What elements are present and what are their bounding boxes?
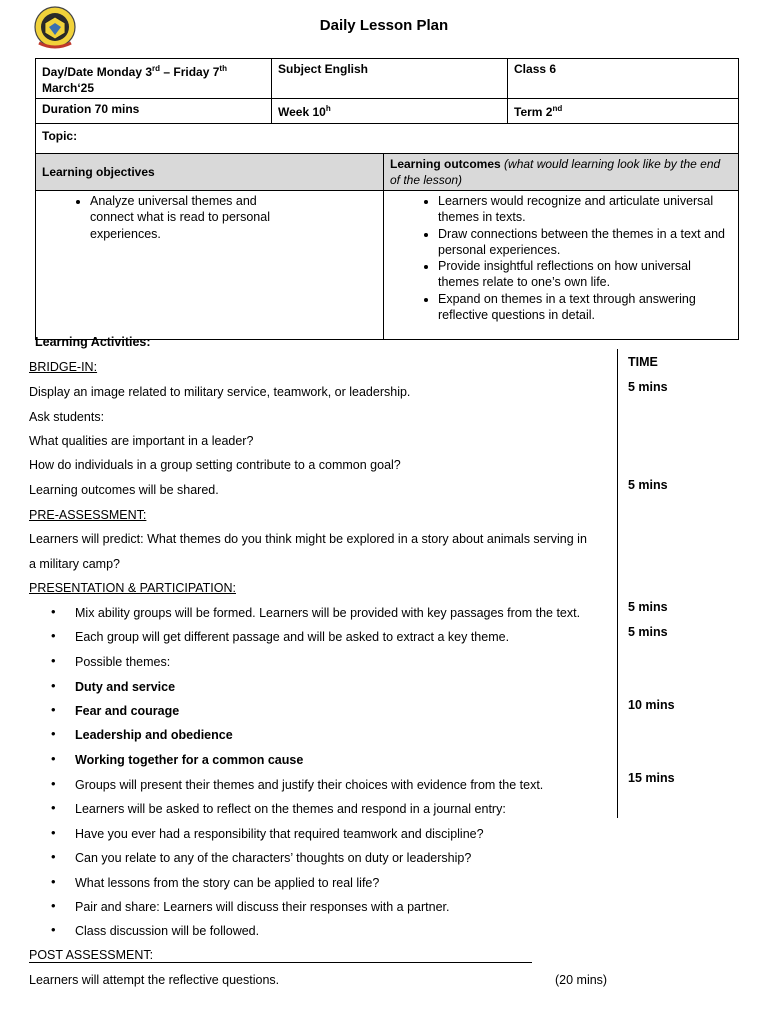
presentation-bullet: What lessons from the story can be applied to real life? (75, 876, 380, 890)
lesson-header-table (35, 58, 739, 340)
objective-item: • Analyze universal themes and connect what is read to personal experiences. (90, 193, 277, 242)
time-value: 10 mins (628, 698, 675, 712)
bullet-marker: • (51, 800, 56, 815)
post-assessment-rule (29, 962, 532, 963)
theme-bullet: Duty and service (75, 680, 176, 694)
topic-cell: Topic: (36, 124, 739, 154)
objectives-outcomes-body-row (36, 191, 739, 340)
activity-line: Learning outcomes will be shared. (29, 483, 219, 497)
presentation-bullet: Mix ability groups will be formed. Learners will be provided with key passages from the text. (75, 606, 581, 620)
presentation-bullet: Learners will be asked to reflect on the themes and respond in a journal entry: (75, 802, 506, 816)
presentation-bullet: Can you relate to any of the characters’ thoughts on duty or leadership? (75, 851, 472, 865)
duration-cell: Duration 70 mins (36, 99, 272, 124)
theme-bullet: Working together for a common cause (75, 753, 304, 767)
outcome-item: • Learners would recognize and articulate universal themes in texts. (438, 193, 732, 226)
activity-line: How do individuals in a group setting contribute to a common goal? (29, 458, 401, 472)
post-assessment-line: Learners will attempt the reflective questions. (29, 973, 280, 987)
bullet-marker: • (51, 653, 56, 668)
learning-outcomes-cell (384, 191, 739, 340)
activity-line: Display an image related to military service, teamwork, or leadership. (29, 385, 411, 399)
subject-cell: Subject English (272, 59, 508, 99)
bullet-marker: • (51, 776, 56, 791)
time-value: 15 mins (628, 771, 675, 785)
outcome-item: • Draw connections between the themes in a text and personal experiences. (438, 226, 732, 259)
bullet-marker: • (51, 898, 56, 913)
time-value: 5 mins (628, 380, 668, 394)
bullet-marker: • (51, 922, 56, 937)
bullet-marker: • (51, 849, 56, 864)
bullet-marker: • (51, 874, 56, 889)
presentation-bullet: Each group will get different passage and will be asked to extract a key theme. (75, 630, 510, 644)
week-cell: Week 10$^h$ (272, 99, 508, 124)
learning-outcomes-heading: Learning outcomes (what would learning look like by the end of the lesson) (384, 154, 739, 191)
presentation-bullet: Pair and share: Learners will discuss their responses with a partner. (75, 900, 450, 914)
time-value: 5 mins (628, 600, 668, 614)
outcome-item: • Provide insightful reflections on how universal themes relate to one’s own life. (438, 258, 732, 291)
activity-line: a military camp? (29, 557, 120, 571)
bullet-marker: • (51, 604, 56, 619)
class-cell: Class 6 (508, 59, 739, 99)
theme-bullet: Leadership and obedience (75, 728, 233, 742)
time-value: 5 mins (628, 478, 668, 492)
post-assessment-heading: POST ASSESSMENT: (29, 948, 154, 962)
post-assessment-time: (20 mins) (555, 973, 608, 987)
objectives-outcomes-head-row (36, 154, 739, 191)
page-title: Daily Lesson Plan (319, 17, 449, 34)
outcome-item: • Expand on themes in a text through answering reflective questions in detail. (438, 291, 732, 324)
time-column-divider (617, 349, 618, 818)
bullet-marker: • (51, 825, 56, 840)
presentation-heading: PRESENTATION & PARTICIPATION: (29, 581, 236, 595)
bullet-marker: • (51, 751, 56, 766)
presentation-bullet: Have you ever had a responsibility that required teamwork and discipline? (75, 827, 484, 841)
bullet-marker: • (51, 678, 56, 693)
bullet-marker: • (51, 628, 56, 643)
header-row-2 (36, 99, 739, 124)
header-row-1 (36, 59, 739, 99)
activity-line: What qualities are important in a leader? (29, 434, 254, 448)
activity-line: Learners will predict: What themes do you think might be explored in a story about animals serving in (29, 532, 587, 546)
theme-bullet: Fear and courage (75, 704, 180, 718)
time-value: 5 mins (628, 625, 668, 639)
activity-line: Ask students: (29, 410, 105, 424)
presentation-bullet: Possible themes: (75, 655, 171, 669)
time-heading: TIME (628, 355, 658, 369)
bullet-marker: • (51, 726, 56, 741)
learning-activities-title: Learning Activities: (35, 335, 151, 349)
term-cell: Term 2nd (508, 99, 739, 124)
bridge-in-heading: BRIDGE-IN: (29, 360, 98, 374)
presentation-bullet: Class discussion will be followed. (75, 924, 260, 938)
learning-objectives-heading: Learning objectives (36, 154, 384, 191)
pre-assessment-heading: PRE-ASSESSMENT: (29, 508, 147, 522)
presentation-bullet: Groups will present their themes and justify their choices with evidence from the text. (75, 778, 544, 792)
topic-row (36, 124, 739, 154)
bullet-marker: • (51, 702, 56, 717)
day-date-cell: Day/Date Monday 3rd – Friday 7th March‘25 (36, 59, 272, 99)
learning-objectives-cell (36, 191, 384, 340)
